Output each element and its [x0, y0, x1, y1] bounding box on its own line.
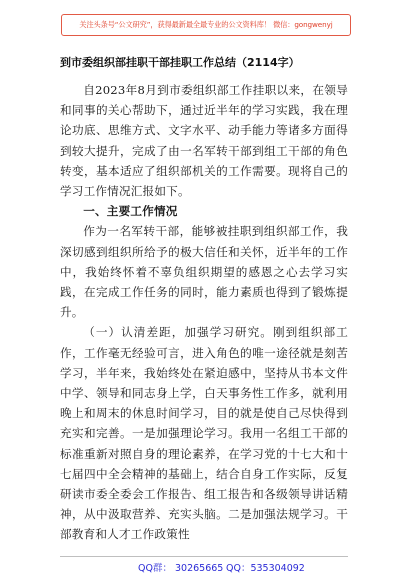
footer-divider — [60, 556, 348, 557]
paragraph-section-intro: 作为一名军转干部，能够被挂职到组织部工作，我深切感到组织所给予的极大信任和关怀，近半年的工作中，我始终怀着不辜负组织期望的感恩之心去学习实践，在完成工作任务的同时，能力素质也得到了锻炼提升。 — [60, 224, 348, 320]
document-body — [60, 80, 348, 545]
paragraph-intro: 自2023年8月到市委组织部工作挂职以来，在领导和同事的关心帮助下，通过近半年的学习实践，我在理论功底、思维方式、文字水平、动手能力等诸多方面得到较大提升，完成了由一名军转干部到组工干部的角色转变，基本适应了组织部机关的工作需要。现将自己的学习工作情况汇报如下。 — [60, 83, 348, 199]
section-heading: 一、主要工作情况 — [83, 204, 178, 219]
footer — [60, 558, 348, 576]
qq-number: QQ：535304092 — [226, 563, 305, 574]
document-title: 到市委组织部挂职干部挂职工作总结（2114字） — [60, 56, 300, 69]
paragraph-study: （一）认清差距，加强学习研究。刚到组织部工作，工作毫无经验可言，进入角色的唯一途径就是刻苦学习，半年来，我始终处在紧迫感中，坚持从书本文件中学、领导和同志身上学，白天事务性工作多，就利用晚上和周末的休息时间学习，目的就是使自己尽快得到充实和完善。一是加强理论学习。我用一名组工干部的标准重新对照自身的理论素养，在学习党的十七大和十七届四中全会精神的基础上，结合自身工作实际，反复研读市委全委会工作报告、组工报告和各级领导讲话精神，从中汲取营养、充实头脑。二是加强法规学习。干部教育和人才工作政策性 — [60, 325, 348, 542]
qq-group-number: QQ群： 30265665 — [138, 563, 224, 574]
promo-banner: 关注头条号“公文研究”，获得最新最全最专业的公文资料库！ 微信：gongwenyj — [61, 14, 351, 36]
